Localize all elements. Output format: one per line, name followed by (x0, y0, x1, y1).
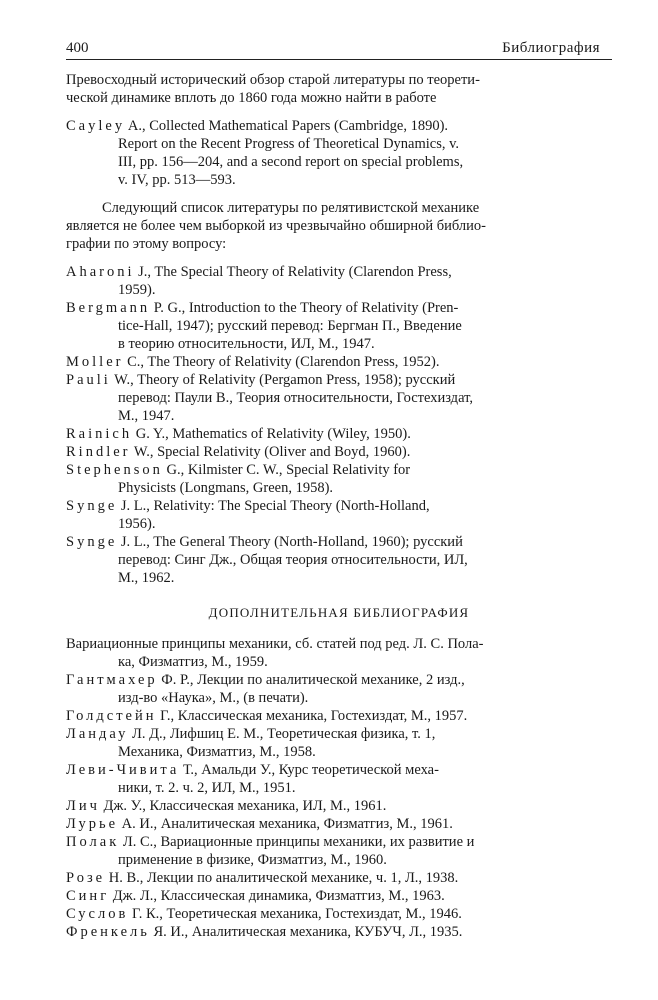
reference-author: Полак (66, 834, 120, 850)
reference-text: P. G., Introduction to the Theory of Relativity (Pren- (150, 300, 459, 316)
reference-author: Лурье (66, 816, 119, 832)
reference-text: Механика, Физматгиз, М., 1958. (118, 744, 316, 760)
intro-paragraph (66, 71, 612, 107)
reference-author: Synge (66, 534, 118, 550)
reference-text: Г., Классическая механика, Гостехиздат, М., 1957. (156, 708, 468, 724)
reference-author: Ландау (66, 726, 129, 742)
reference-text: J. L., Relativity: The Special Theory (North-Holland, (117, 498, 430, 514)
reference-entry (66, 425, 612, 443)
reference-text: М., 1962. (118, 570, 175, 586)
reference-text: C., The Theory of Relativity (Clarendon Press, 1952). (123, 354, 440, 370)
reference-entry (66, 905, 612, 923)
relativity-intro-line: графии по этому вопросу: (66, 236, 227, 252)
reference-text: применение в физике, Физматгиз, М., 1960. (118, 852, 387, 868)
relativity-intro-line: является не более чем выборкой из чрезвычайно обширной библио- (66, 218, 486, 234)
reference-author: Суслов (66, 906, 129, 922)
reference-author: Cayley (66, 118, 126, 134)
page-header (66, 40, 612, 60)
reference-entry (66, 833, 612, 869)
reference-entry (66, 371, 612, 425)
reference-entry (66, 671, 612, 707)
reference-text: Т., Амальди У., Курс теоретической меха- (179, 762, 439, 778)
reference-text: Л. С., Вариационные принципы механики, их развитие и (119, 834, 475, 850)
reference-text: изд-во «Наука», М., (в печати). (118, 690, 309, 706)
reference-entry (66, 635, 612, 671)
reference-text: III, pp. 156—204, and a second report on special problems, (118, 154, 464, 170)
reference-entry (66, 725, 612, 761)
reference-text: tice-Hall, 1947); русский перевод: Бергман П., Введение (118, 318, 462, 334)
reference-entry (66, 923, 612, 941)
reference-entry (66, 263, 612, 299)
intro-line: ческой динамике вплоть до 1860 года можно найти в работе (66, 90, 437, 106)
reference-text: J., The Special Theory of Relativity (Clarendon Press, (134, 264, 452, 280)
reference-author: Stephenson (66, 462, 163, 478)
reference-cayley (66, 117, 612, 189)
reference-text: Г. К., Теоретическая механика, Гостехиздат, М., 1946. (128, 906, 462, 922)
reference-text: W., Special Relativity (Oliver and Boyd, 1960). (130, 444, 411, 460)
reference-entry (66, 461, 612, 497)
relativity-intro-paragraph (66, 199, 612, 253)
reference-text: ка, Физматгиз, М., 1959. (118, 654, 268, 670)
reference-author: Moller (66, 354, 124, 370)
reference-text: W., Theory of Relativity (Pergamon Press, 1958); русский (110, 372, 456, 388)
reference-text: Н. В., Лекции по аналитической механике, ч. 1, Л., 1938. (105, 870, 459, 886)
reference-author: Rainich (66, 426, 133, 442)
reference-text: J. L., The General Theory (North-Holland, 1960); русский (117, 534, 463, 550)
reference-entry (66, 797, 612, 815)
reference-text: Physicists (Longmans, Green, 1958). (118, 480, 334, 496)
reference-text: Report on the Recent Progress of Theoretical Dynamics, v. (118, 136, 460, 152)
reference-author: Синг (66, 888, 110, 904)
reference-text: Вариационные принципы механики, сб. статей под ред. Л. С. Пола- (66, 636, 484, 652)
reference-entry (66, 299, 612, 353)
reference-text: Л. Д., Лифшиц Е. М., Теоретическая физика, т. 1, (128, 726, 436, 742)
reference-text: Ф. Р., Лекции по аналитической механике, 2 изд., (157, 672, 465, 688)
reference-author: Розе (66, 870, 106, 886)
reference-entry (66, 761, 612, 797)
reference-author: Гантмахер (66, 672, 158, 688)
intro-line: Превосходный исторический обзор старой литературы по теорети- (66, 72, 480, 88)
reference-text: Я. И., Аналитическая механика, КУБУЧ, Л., 1935. (149, 924, 463, 940)
reference-text: в теорию относительности, ИЛ, М., 1947. (118, 336, 375, 352)
reference-text: 1956). (118, 516, 156, 532)
reference-text: 1959). (118, 282, 156, 298)
reference-text: v. IV, pp. 513—593. (118, 172, 236, 188)
reference-author: Bergmann (66, 300, 151, 316)
reference-entry (66, 869, 612, 887)
section-title-additional-bibliography: ДОПОЛНИТЕЛЬНАЯ БИБЛИОГРАФИЯ (208, 605, 470, 620)
reference-text: ники, т. 2. ч. 2, ИЛ, М., 1951. (118, 780, 296, 796)
reference-text: М., 1947. (118, 408, 175, 424)
reference-text: Дж. У., Классическая механика, ИЛ, М., 1961. (99, 798, 387, 814)
reference-text: перевод: Паули В., Теория относительности, Гостехиздат, (118, 390, 473, 406)
reference-author: Synge (66, 498, 118, 514)
relativity-reference-list (66, 263, 612, 587)
reference-author: Леви-Чивита (66, 762, 180, 778)
reference-entry (66, 887, 612, 905)
reference-entry (66, 443, 612, 461)
page-number: 400 (66, 40, 89, 56)
reference-entry (66, 815, 612, 833)
reference-author: Aharoni (66, 264, 135, 280)
reference-text: Дж. Л., Классическая динамика, Физматгиз, М., 1963. (109, 888, 445, 904)
book-page (66, 40, 612, 941)
relativity-intro-line: Следующий список литературы по релятивистской механике (102, 200, 480, 216)
reference-text: G., Kilmister C. W., Special Relativity for (162, 462, 411, 478)
reference-author: Rindler (66, 444, 131, 460)
reference-text: G. Y., Mathematics of Relativity (Wiley, 1950). (132, 426, 411, 442)
additional-reference-list (66, 635, 612, 941)
reference-author: Френкель (66, 924, 150, 940)
reference-entry (66, 353, 612, 371)
reference-entry (66, 533, 612, 587)
reference-text: A., Collected Mathematical Papers (Cambridge, 1890). (125, 118, 449, 134)
running-title: Библиография (502, 40, 600, 56)
reference-entry (66, 497, 612, 533)
reference-author: Голдстейн (66, 708, 157, 724)
reference-text: А. И., Аналитическая механика, Физматгиз, М., 1961. (118, 816, 453, 832)
reference-entry (66, 707, 612, 725)
reference-author: Pauli (66, 372, 111, 388)
reference-author: Лич (66, 798, 100, 814)
reference-text: перевод: Синг Дж., Общая теория относительности, ИЛ, (118, 552, 468, 568)
